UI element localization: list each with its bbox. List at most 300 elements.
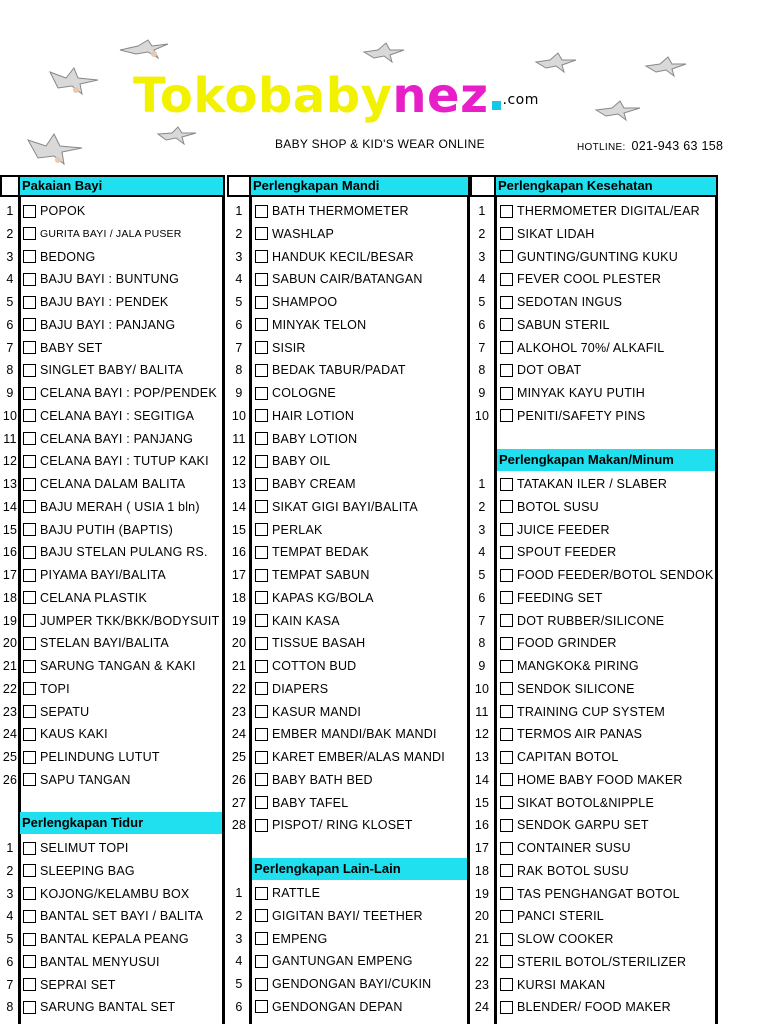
item-label: SARUNG TANGAN & KAKI (40, 659, 196, 673)
row-number: 5 (235, 295, 243, 309)
checklist-row (227, 337, 306, 359)
item-checkbox[interactable] (255, 728, 268, 741)
row-number: 12 (2, 454, 18, 469)
item-label: BATH THERMOMETER (272, 204, 409, 218)
checklist-row (227, 973, 431, 995)
item-checkbox[interactable] (255, 250, 268, 263)
item-checkbox[interactable] (23, 910, 36, 923)
item-label: BABY LOTION (272, 431, 358, 446)
item-label: BAJU PUTIH (BAPTIS) (40, 522, 173, 537)
item-checkbox[interactable] (23, 569, 36, 582)
checklist-row (0, 382, 217, 404)
checklist-row (227, 564, 370, 586)
row-number: 8 (235, 363, 243, 378)
item-checkbox[interactable] (255, 455, 268, 468)
item-label: BAJU STELAN PULANG RS. (40, 545, 208, 560)
tagline: BABY SHOP & KID'S WEAR ONLINE (275, 137, 485, 151)
checklist-row (0, 974, 116, 996)
row-number: 5 (235, 977, 243, 991)
item-checkbox[interactable] (23, 933, 36, 946)
checklist-row (0, 928, 189, 950)
checklist-row (227, 723, 437, 745)
item-label: SABUN CAIR/BATANGAN (272, 272, 423, 287)
checklist-row (0, 883, 189, 905)
item-checkbox[interactable] (500, 728, 513, 741)
row-number: 4 (235, 272, 243, 287)
row-number: 7 (478, 613, 486, 628)
section-header-perlengkapan-tidur: Perlengkapan Tidur (20, 812, 222, 834)
row-number: 1 (478, 204, 486, 218)
stork-icon (594, 98, 644, 122)
item-checkbox[interactable] (500, 842, 513, 855)
checklist-row (0, 519, 173, 541)
item-label: KOJONG/KELAMBU BOX (40, 886, 190, 901)
checklist-row (470, 246, 678, 268)
row-number: 4 (235, 954, 243, 969)
item-checkbox[interactable] (23, 318, 36, 331)
item-label: RAK BOTOL SUSU (517, 863, 629, 878)
row-number: 11 (475, 704, 489, 719)
item-checkbox[interactable] (23, 227, 36, 240)
item-label: CAPITAN BOTOL (517, 750, 619, 764)
item-checkbox[interactable] (23, 500, 36, 513)
checklist-row (470, 723, 642, 745)
item-label: TEMPAT SABUN (272, 568, 370, 582)
item-label: BABY OIL (272, 454, 331, 469)
checklist-row (0, 769, 131, 791)
checklist-row (470, 541, 616, 563)
item-checkbox[interactable] (500, 227, 513, 240)
item-label: JUMPER TKK/BKK/BODYSUIT (40, 613, 220, 628)
item-checkbox[interactable] (255, 909, 268, 922)
item-label: DOT RUBBER/SILICONE (517, 613, 665, 628)
hotline-number: 021-943 63 158 (631, 139, 724, 153)
checklist-row (470, 951, 686, 973)
row-number: 23 (474, 977, 490, 992)
item-checkbox[interactable] (255, 705, 268, 718)
item-label: BABY SET (40, 340, 103, 355)
checklist-row (227, 905, 423, 927)
item-checkbox[interactable] (500, 273, 513, 286)
row-number: 6 (6, 317, 14, 332)
checklist-row (470, 746, 618, 768)
row-number: 9 (478, 659, 486, 673)
item-checkbox[interactable] (23, 455, 36, 468)
row-number: 14 (474, 772, 490, 787)
checklist-row (0, 837, 129, 859)
item-checkbox[interactable] (255, 682, 268, 695)
item-checkbox[interactable] (23, 205, 36, 218)
item-label: PANCI STERIL (517, 909, 604, 924)
item-checkbox[interactable] (255, 932, 268, 945)
checklist-row (470, 655, 639, 677)
item-checkbox[interactable] (255, 296, 268, 309)
checklist-row (470, 837, 631, 859)
item-label: WASHLAP (272, 226, 335, 241)
item-checkbox[interactable] (23, 1001, 36, 1014)
item-checkbox[interactable] (500, 614, 513, 627)
item-checkbox[interactable] (500, 819, 513, 832)
item-checkbox[interactable] (255, 523, 268, 536)
checklist-row (470, 519, 610, 541)
item-label: TOPI (40, 681, 70, 696)
item-checkbox[interactable] (500, 796, 513, 809)
item-checkbox[interactable] (23, 250, 36, 263)
row-number: 15 (474, 795, 490, 810)
row-number: 6 (478, 590, 486, 605)
item-checkbox[interactable] (23, 387, 36, 400)
item-label: FEVER COOL PLESTER (517, 272, 662, 287)
checklist-row (470, 905, 604, 927)
item-label: SENDOK GARPU SET (517, 818, 649, 833)
number-header-cell (470, 175, 496, 197)
item-checkbox[interactable] (500, 296, 513, 309)
checklist-row (227, 450, 330, 472)
item-label: STERIL BOTOL/STERILIZER (517, 954, 687, 969)
item-checkbox[interactable] (23, 591, 36, 604)
row-number: 21 (2, 659, 18, 673)
row-number: 23 (231, 704, 247, 719)
section-header-pakaian-bayi: Pakaian Bayi (18, 175, 225, 197)
item-checkbox[interactable] (23, 660, 36, 673)
item-checkbox[interactable] (500, 478, 513, 491)
item-label: COTTON BUD (272, 659, 357, 673)
item-checkbox[interactable] (23, 341, 36, 354)
item-label: BEDONG (40, 249, 96, 264)
checklist-row (470, 996, 671, 1018)
checklist-row (227, 268, 423, 290)
item-label: TATAKAN ILER / SLABER (517, 477, 668, 491)
checklist-row (227, 996, 403, 1018)
item-checkbox[interactable] (255, 500, 268, 513)
item-checkbox[interactable] (255, 819, 268, 832)
item-checkbox[interactable] (23, 978, 36, 991)
item-checkbox[interactable] (23, 432, 36, 445)
item-label: EMBER MANDI/BAK MANDI (272, 727, 437, 742)
item-checkbox[interactable] (500, 523, 513, 536)
row-number: 8 (6, 363, 14, 378)
item-checkbox[interactable] (500, 387, 513, 400)
section-header-perlengkapan-mandi: Perlengkapan Mandi (249, 175, 470, 197)
item-label: KAPAS KG/BOLA (272, 590, 374, 605)
checklist-row (470, 632, 617, 654)
item-checkbox[interactable] (255, 796, 268, 809)
item-label: CELANA BAYI : TUTUP KAKI (40, 454, 209, 469)
row-number: 26 (2, 772, 18, 787)
row-number: 10 (474, 681, 490, 696)
checklist-row (227, 541, 369, 563)
item-checkbox[interactable] (23, 887, 36, 900)
item-label: HOME BABY FOOD MAKER (517, 772, 683, 787)
item-label: MANGKOK& PIRING (517, 659, 639, 673)
item-label: SLEEPING BAG (40, 863, 135, 878)
checklist-row (0, 291, 168, 313)
item-checkbox[interactable] (500, 546, 513, 559)
checklist-row (470, 587, 603, 609)
item-checkbox[interactable] (500, 955, 513, 968)
checklist-row (470, 769, 683, 791)
item-checkbox[interactable] (255, 205, 268, 218)
item-checkbox[interactable] (500, 887, 513, 900)
item-label: SEPATU (40, 704, 90, 719)
hotline-label: HOTLINE: (577, 142, 626, 153)
item-label: GUNTING/GUNTING KUKU (517, 249, 678, 264)
row-number: 3 (6, 886, 14, 901)
brand-suffix: .com (502, 92, 539, 108)
checklist-row (227, 814, 413, 836)
item-checkbox[interactable] (255, 978, 268, 991)
row-number: 8 (478, 363, 486, 378)
checklist-row (470, 268, 661, 290)
checklist-row (470, 883, 680, 905)
item-checkbox[interactable] (500, 205, 513, 218)
item-checkbox[interactable] (255, 614, 268, 627)
item-label: DIAPERS (272, 681, 329, 696)
checklist-row (227, 314, 366, 336)
item-label: KASUR MANDI (272, 704, 362, 719)
row-number: 27 (231, 795, 247, 810)
item-label: BABY TAFEL (272, 795, 349, 810)
row-number: 14 (2, 499, 18, 514)
item-checkbox[interactable] (255, 569, 268, 582)
item-checkbox[interactable] (255, 1000, 268, 1013)
checklist-row (0, 405, 194, 427)
item-checkbox[interactable] (23, 864, 36, 877)
checklist-row (470, 928, 614, 950)
row-number: 15 (2, 522, 18, 537)
row-number: 10 (2, 408, 18, 423)
item-checkbox[interactable] (23, 637, 36, 650)
item-checkbox[interactable] (500, 591, 513, 604)
item-checkbox[interactable] (23, 705, 36, 718)
item-label: FOOD FEEDER/BOTOL SENDOK (517, 568, 714, 582)
row-number: 22 (2, 681, 18, 696)
item-checkbox[interactable] (255, 227, 268, 240)
checklist-row (470, 200, 700, 222)
item-checkbox[interactable] (23, 728, 36, 741)
checklist-row (227, 382, 336, 404)
row-number: 9 (235, 386, 243, 400)
row-number: 16 (474, 818, 490, 833)
item-checkbox[interactable] (23, 751, 36, 764)
item-checkbox[interactable] (500, 318, 513, 331)
checklist-row (227, 587, 374, 609)
item-checkbox[interactable] (255, 773, 268, 786)
row-number: 11 (232, 431, 246, 446)
item-label: SLOW COOKER (517, 932, 614, 946)
section-header-perlengkapan-kesehatan: Perlengkapan Kesehatan (494, 175, 718, 197)
item-label: PISPOT/ RING KLOSET (272, 818, 413, 833)
row-number: 24 (231, 727, 247, 742)
item-checkbox[interactable] (255, 751, 268, 764)
checklist-row (227, 882, 320, 904)
item-checkbox[interactable] (500, 1001, 513, 1014)
stork-icon (644, 54, 690, 78)
checklist-row (0, 701, 89, 723)
row-number: 10 (231, 408, 247, 423)
item-label: BEDAK TABUR/PADAT (272, 363, 406, 378)
item-checkbox[interactable] (255, 318, 268, 331)
item-checkbox[interactable] (500, 751, 513, 764)
checklist-row (227, 632, 365, 654)
checklist-row (227, 428, 357, 450)
item-checkbox[interactable] (23, 523, 36, 536)
item-checkbox[interactable] (23, 478, 36, 491)
item-label: SPOUT FEEDER (517, 545, 617, 560)
column-1 (0, 175, 225, 1024)
item-label: KAIN KASA (272, 613, 340, 628)
item-checkbox[interactable] (23, 546, 36, 559)
row-number: 23 (2, 704, 18, 719)
row-number: 20 (474, 909, 490, 924)
row-number: 1 (6, 204, 14, 218)
item-checkbox[interactable] (500, 682, 513, 695)
checklist-row (0, 200, 85, 222)
checklist-row (227, 496, 418, 518)
brand-logo (133, 68, 539, 128)
item-checkbox[interactable] (255, 660, 268, 673)
item-checkbox[interactable] (255, 546, 268, 559)
item-label: GANTUNGAN EMPENG (272, 954, 413, 969)
item-label: GIGITAN BAYI/ TEETHER (272, 908, 423, 923)
row-number: 25 (2, 750, 18, 764)
row-number: 2 (235, 908, 243, 923)
row-number: 3 (478, 249, 486, 264)
item-checkbox[interactable] (23, 955, 36, 968)
item-checkbox[interactable] (255, 409, 268, 422)
item-checkbox[interactable] (255, 637, 268, 650)
item-label: SHAMPOO (272, 295, 338, 309)
row-number: 20 (231, 636, 247, 651)
item-label: SINGLET BABY/ BALITA (40, 363, 184, 378)
item-checkbox[interactable] (500, 341, 513, 354)
checklist-row (227, 678, 328, 700)
item-label: KAUS KAKI (40, 727, 108, 742)
item-checkbox[interactable] (23, 842, 36, 855)
row-number: 25 (231, 750, 247, 764)
checklist-row (470, 291, 622, 313)
item-checkbox[interactable] (255, 478, 268, 491)
item-label: PELINDUNG LUTUT (40, 750, 160, 764)
item-checkbox[interactable] (23, 614, 36, 627)
item-label: SABUN STERIL (517, 317, 610, 332)
item-label: KURSI MAKAN (517, 977, 606, 992)
item-checkbox[interactable] (500, 660, 513, 673)
checklist-row (470, 860, 629, 882)
item-checkbox[interactable] (500, 250, 513, 263)
item-label: BANTAL MENYUSUI (40, 954, 160, 969)
checklist-row (227, 405, 354, 427)
row-number: 18 (2, 590, 18, 605)
item-label: CELANA BAYI : PANJANG (40, 431, 194, 446)
row-number: 21 (474, 932, 490, 946)
item-checkbox[interactable] (500, 910, 513, 923)
stork-icon (46, 64, 102, 96)
item-label: SAPU TANGAN (40, 772, 131, 787)
row-number: 12 (474, 727, 490, 742)
brand-part1: Tokobaby (133, 68, 393, 124)
checklist-row (470, 496, 599, 518)
item-checkbox[interactable] (23, 682, 36, 695)
row-number: 12 (231, 454, 247, 469)
row-number: 6 (235, 999, 243, 1014)
item-label: TEMPAT BEDAK (272, 545, 369, 560)
item-checkbox[interactable] (500, 409, 513, 422)
number-header-cell (227, 175, 251, 197)
row-number: 1 (478, 477, 486, 491)
row-number: 3 (478, 522, 486, 537)
item-checkbox[interactable] (23, 409, 36, 422)
row-number: 7 (6, 977, 14, 992)
item-checkbox[interactable] (500, 569, 513, 582)
checklist-row (0, 223, 182, 245)
row-number: 11 (3, 431, 17, 446)
item-label: BANTAL SET BAYI / BALITA (40, 909, 204, 924)
item-checkbox[interactable] (255, 341, 268, 354)
item-checkbox[interactable] (255, 432, 268, 445)
row-number: 3 (235, 249, 243, 264)
item-checkbox[interactable] (255, 364, 268, 377)
checklist-row (470, 223, 594, 245)
item-label: BAJU BAYI : BUNTUNG (40, 272, 180, 287)
checklist-row (0, 564, 166, 586)
item-label: PERLAK (272, 522, 323, 537)
item-checkbox[interactable] (500, 864, 513, 877)
item-label: CELANA DALAM BALITA (40, 477, 186, 491)
checklist-row (0, 723, 108, 745)
checklist-row (0, 905, 203, 927)
row-number: 2 (6, 863, 14, 878)
row-number: 24 (474, 1000, 490, 1015)
item-checkbox[interactable] (255, 887, 268, 900)
item-checkbox[interactable] (500, 637, 513, 650)
row-number: 17 (231, 568, 247, 582)
item-checkbox[interactable] (255, 955, 268, 968)
item-label: DOT OBAT (517, 363, 582, 378)
checklist-row (470, 382, 645, 404)
item-checkbox[interactable] (500, 773, 513, 786)
item-checkbox[interactable] (23, 773, 36, 786)
item-checkbox[interactable] (23, 296, 36, 309)
item-label: SIKAT LIDAH (517, 226, 595, 241)
item-checkbox[interactable] (500, 500, 513, 513)
item-label: TERMOS AIR PANAS (517, 727, 643, 742)
item-label: KARET EMBER/ALAS MANDI (272, 750, 445, 764)
brand-part2: nez (392, 68, 489, 124)
item-checkbox[interactable] (23, 273, 36, 286)
item-label: BABY BATH BED (272, 772, 373, 787)
item-checkbox[interactable] (255, 387, 268, 400)
item-checkbox[interactable] (255, 591, 268, 604)
row-number: 13 (231, 477, 247, 491)
item-checkbox[interactable] (255, 273, 268, 286)
item-checkbox[interactable] (500, 364, 513, 377)
item-label: THERMOMETER DIGITAL/EAR (517, 204, 700, 218)
item-label: CELANA BAYI : SEGITIGA (40, 408, 195, 423)
item-checkbox[interactable] (500, 933, 513, 946)
item-checkbox[interactable] (500, 978, 513, 991)
row-number: 5 (478, 295, 486, 309)
checklist-row (227, 746, 445, 768)
item-checkbox[interactable] (500, 705, 513, 718)
checklist-row (227, 473, 356, 495)
item-label: BLENDER/ FOOD MAKER (517, 1000, 671, 1015)
row-number: 7 (6, 340, 14, 355)
row-number: 13 (474, 750, 490, 764)
item-checkbox[interactable] (23, 364, 36, 377)
checklist-row (227, 655, 356, 677)
item-label: BAJU BAYI : PANJANG (40, 317, 176, 332)
